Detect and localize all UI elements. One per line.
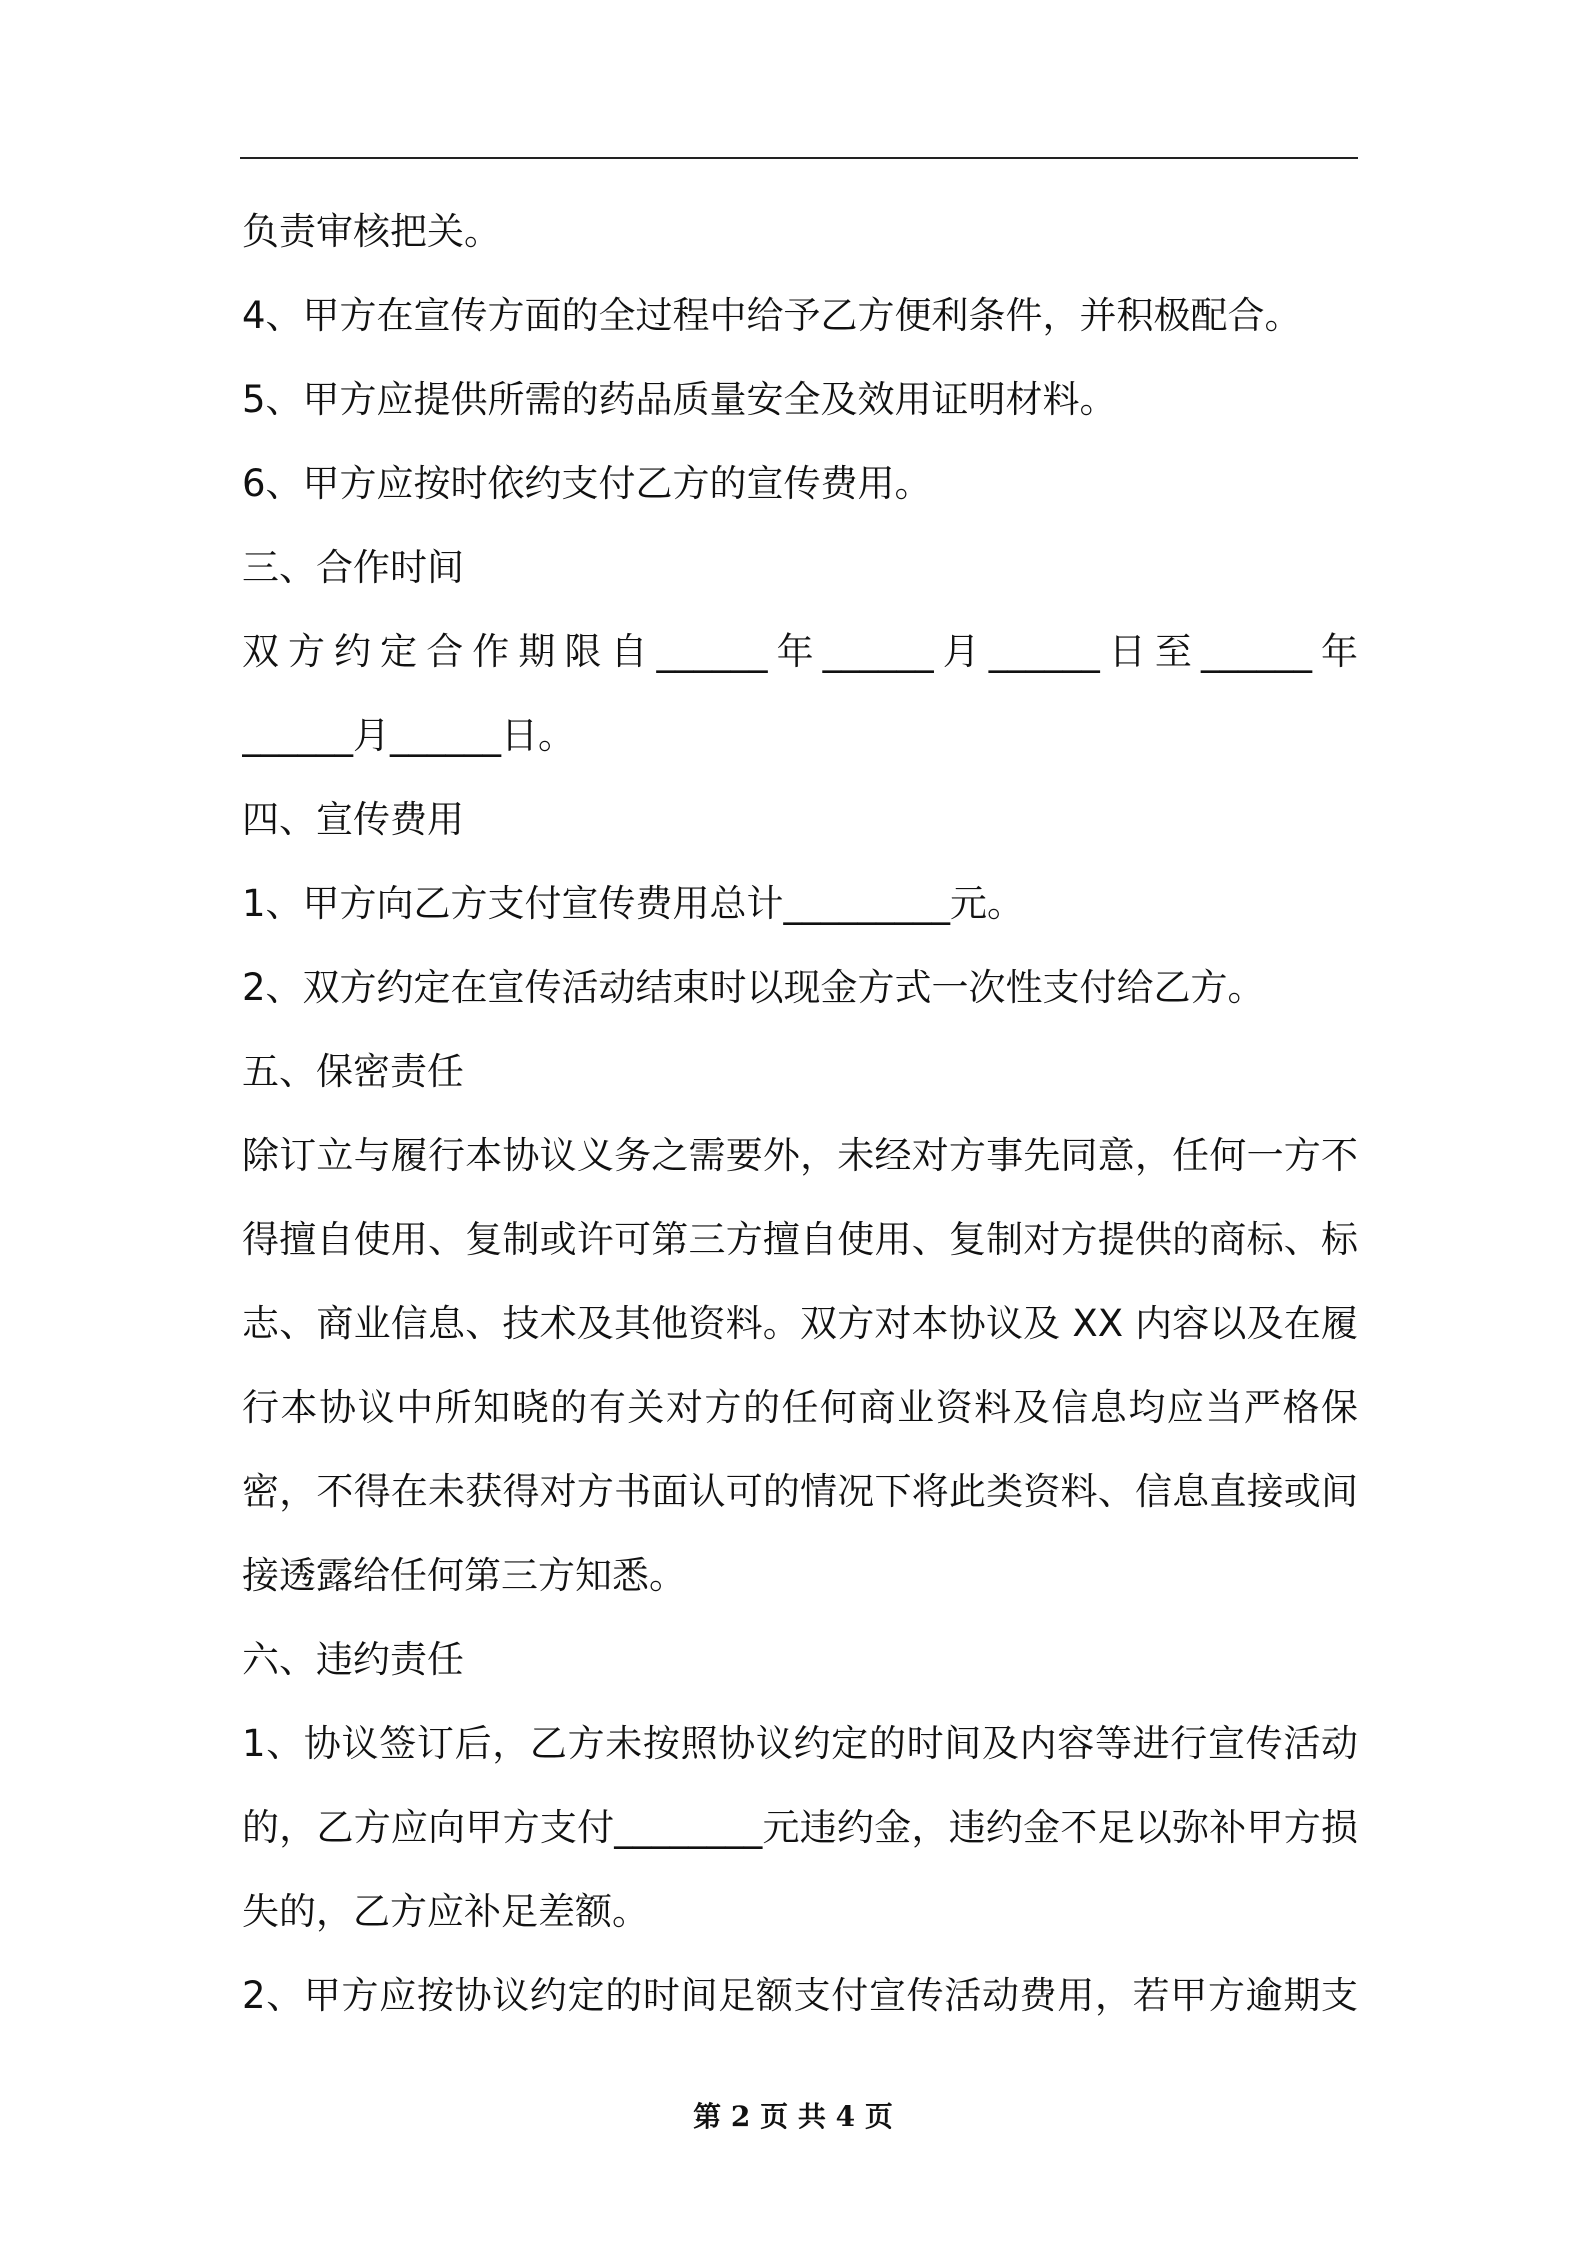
text-line: 志、商业信息、技术及其他资料。双方对本协议及 XX 内容以及在履 xyxy=(242,1302,1358,1345)
text-line: 行本协议中所知晓的有关对方的任何商业资料及信息均应当严格保 xyxy=(242,1386,1358,1429)
section-heading: 六、违约责任 xyxy=(242,1638,464,1681)
text-line: 接透露给任何第三方知悉。 xyxy=(242,1554,686,1597)
clause-line: 2、双方约定在宣传活动结束时以现金方式一次性支付给乙方。 xyxy=(242,966,1265,1009)
section-heading: 三、合作时间 xyxy=(242,546,464,589)
clause-line: 5、甲方应提供所需的药品质量安全及效用证明材料。 xyxy=(242,378,1117,421)
header-rule xyxy=(240,157,1358,159)
page-number-footer: 第 2 页 共 4 页 xyxy=(693,2100,893,2133)
text-line: 负责审核把关。 xyxy=(242,210,501,253)
clause-line: 1、协议签订后，乙方未按照协议约定的时间及内容等进行宣传活动 xyxy=(242,1722,1358,1765)
clause-line: 1、甲方向乙方支付宣传费用总计_________元。 xyxy=(242,882,1025,925)
text-line: ______月______日。 xyxy=(242,714,575,757)
text-line: 得擅自使用、复制或许可第三方擅自使用、复制对方提供的商标、标 xyxy=(242,1218,1358,1261)
text-line: 的，乙方应向甲方支付________元违约金，违约金不足以弥补甲方损 xyxy=(242,1806,1358,1849)
clause-line: 4、甲方在宣传方面的全过程中给予乙方便利条件，并积极配合。 xyxy=(242,294,1302,337)
clause-line: 6、甲方应按时依约支付乙方的宣传费用。 xyxy=(242,462,932,505)
text-line: 密，不得在未获得对方书面认可的情况下将此类资料、信息直接或间 xyxy=(242,1470,1358,1513)
text-line: 除订立与履行本协议义务之需要外，未经对方事先同意，任何一方不 xyxy=(242,1134,1358,1177)
document-body xyxy=(242,190,1358,2038)
clause-line: 2、甲方应按协议约定的时间足额支付宣传活动费用，若甲方逾期支 xyxy=(242,1974,1358,2017)
text-line: 失的，乙方应补足差额。 xyxy=(242,1890,649,1933)
section-heading: 四、宣传费用 xyxy=(242,798,464,841)
section-heading: 五、保密责任 xyxy=(242,1050,464,1093)
text-line: 双方约定合作期限自______年______月______日至______年 xyxy=(242,630,1358,673)
